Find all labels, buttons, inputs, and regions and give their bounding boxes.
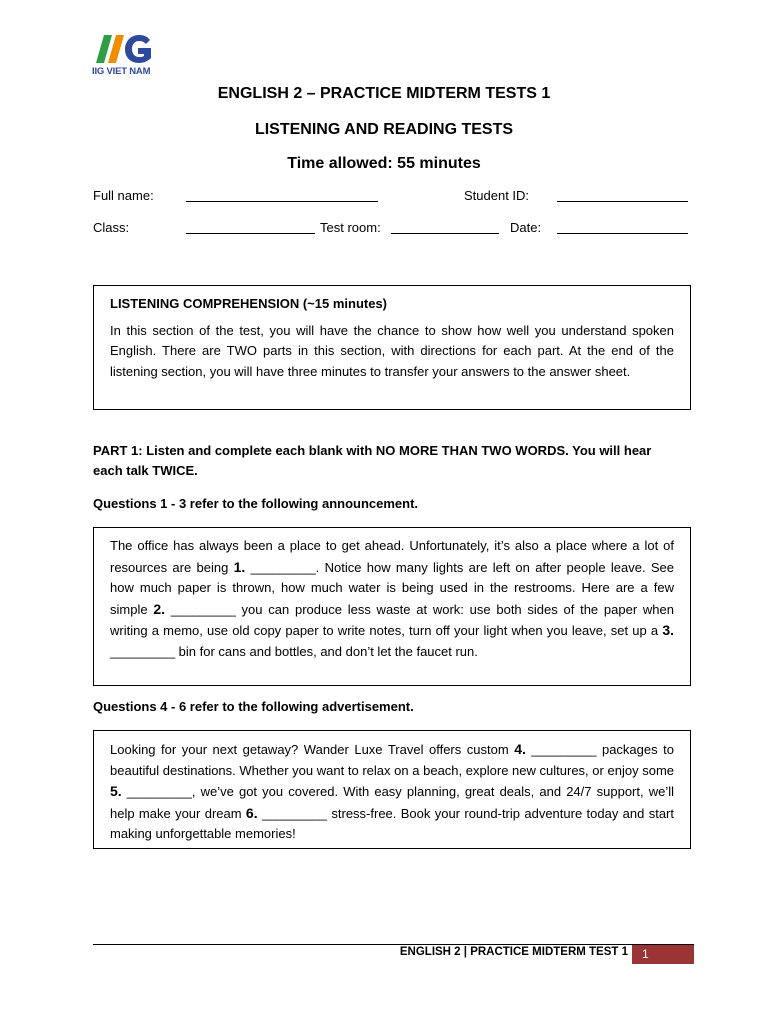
announcement-seg2: _________. Notice how many lights are left on after people leave. See how much paper is thrown, how much water is being used in the restrooms. Here are a few simple	[110, 559, 674, 617]
blank-number-5: 5.	[110, 783, 122, 799]
test-room-field[interactable]	[391, 221, 499, 234]
listening-instructions-box	[93, 285, 691, 410]
student-id-label: Student ID:	[464, 188, 530, 203]
advertisement-text	[110, 739, 674, 845]
student-id-field[interactable]	[557, 189, 688, 202]
advertisement-box	[93, 730, 691, 849]
full-name-label: Full name:	[93, 188, 154, 203]
announcement-seg4: _________ bin for cans and bottles, and don’t let the faucet run.	[110, 643, 478, 659]
class-label: Class:	[93, 220, 130, 235]
advertisement-seg3: _________, we’ve got you covered. With easy planning, great deals, and 24/7 support, we’ll help make your dream	[110, 784, 674, 821]
date-field[interactable]	[557, 221, 688, 234]
questions-4-6-heading: Questions 4 - 6 refer to the following advertisement.	[93, 699, 414, 714]
announcement-seg1: The office has always been a place to get ahead. Unfortunately, it’s also a place where a lot of resources are being	[110, 538, 674, 575]
blank-number-6: 6.	[245, 804, 258, 821]
class-field[interactable]	[186, 221, 315, 234]
blank-number-2: 2.	[153, 600, 165, 617]
footer-divider	[93, 944, 694, 945]
advertisement-seg1: Looking for your next getaway? Wander Luxe Travel offers custom	[110, 742, 515, 757]
announcement-seg3: _________ you can produce less waste at work: use both sides of the paper when writing a memo, use old copy paper to write notes, turn off your light when you leave, set up a	[110, 601, 674, 638]
page-title: ENGLISH 2 – PRACTICE MIDTERM TESTS 1	[217, 85, 551, 102]
page-number: 1	[632, 945, 694, 964]
blank-number-1: 1.	[233, 558, 246, 575]
iig-logo	[92, 32, 160, 78]
part1-instructions: PART 1: Listen and complete each blank with NO MORE THAN TWO WORDS. You will hear each talk TWICE.	[93, 443, 652, 478]
test-room-label: Test room:	[320, 220, 381, 235]
advertisement-seg2: _________ packages to beautiful destinations. Whether you want to relax on a beach, explore new cultures, or enjoy some	[110, 742, 674, 778]
footer-label: ENGLISH 2 | PRACTICE MIDTERM TEST 1	[399, 946, 628, 958]
iig-logo-mark	[92, 32, 160, 66]
questions-1-3-heading: Questions 1 - 3 refer to the following announcement.	[93, 496, 419, 511]
blank-number-3: 3.	[662, 622, 674, 638]
listening-box-body: In this section of the test, you will have the chance to show how well you understand spoken English. There are TWO parts in this section, with directions for each part. At the end of the listening section, you will have three minutes to transfer your answers to the answer sheet.	[110, 322, 674, 379]
advertisement-seg4: _________ stress-free. Book your round-trip adventure today and start making unforgettable memories!	[110, 805, 675, 841]
logo-caption: IIG VIET NAM	[92, 66, 151, 77]
announcement-box	[93, 527, 691, 686]
date-label: Date:	[510, 220, 542, 235]
full-name-field[interactable]	[186, 189, 378, 202]
page-subtitle: LISTENING AND READING TESTS	[254, 121, 514, 138]
announcement-text	[110, 536, 674, 662]
listening-box-title: LISTENING COMPREHENSION (~15 minutes)	[110, 296, 388, 311]
time-allowed: Time allowed: 55 minutes	[287, 155, 481, 172]
blank-number-4: 4.	[514, 741, 526, 757]
